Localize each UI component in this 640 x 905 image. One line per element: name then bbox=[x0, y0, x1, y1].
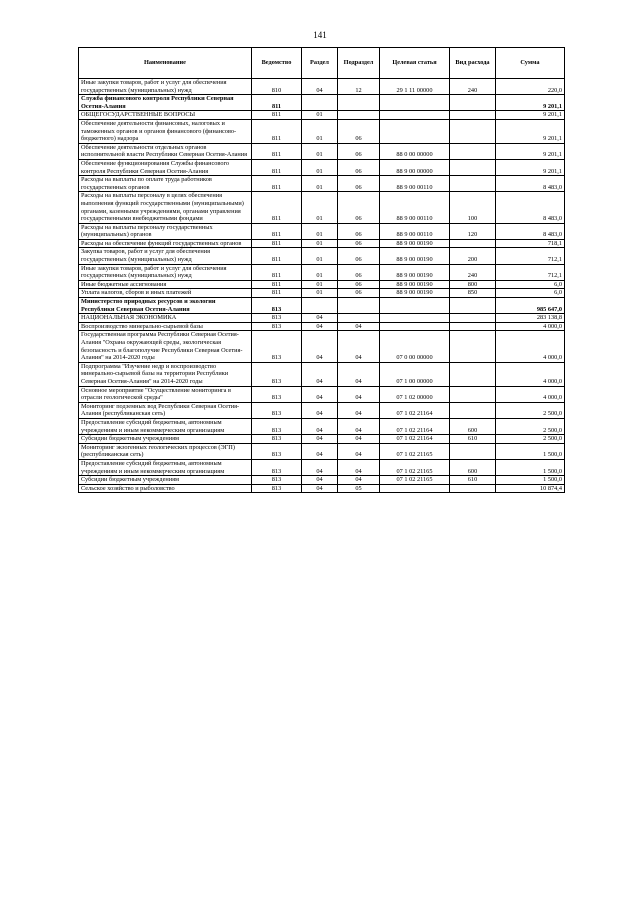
table-row bbox=[79, 280, 565, 289]
cell-summa: 985 647,0 bbox=[496, 298, 565, 314]
cell-celevaya bbox=[380, 298, 450, 314]
cell-name: Уплата налогов, сборов и иных платежей bbox=[79, 289, 252, 298]
cell-vedomstvo: 813 bbox=[252, 435, 302, 444]
table-row bbox=[79, 159, 565, 175]
cell-podrazdel: 04 bbox=[338, 402, 380, 418]
cell-vid: 850 bbox=[450, 289, 496, 298]
header-name: Наименование bbox=[79, 48, 252, 79]
cell-vid bbox=[450, 239, 496, 248]
cell-summa: 8 483,0 bbox=[496, 192, 565, 223]
cell-summa: 4 000,0 bbox=[496, 386, 565, 402]
cell-name: Служба финансового контроля Республики Северная Осетия-Алания bbox=[79, 95, 252, 111]
cell-name: Расходы на выплаты по оплате труда работников государственных органов bbox=[79, 176, 252, 192]
cell-razdel: 04 bbox=[302, 362, 338, 386]
cell-podrazdel: 06 bbox=[338, 239, 380, 248]
cell-summa: 283 138,8 bbox=[496, 314, 565, 323]
cell-razdel: 01 bbox=[302, 143, 338, 159]
cell-celevaya: 88 9 00 00110 bbox=[380, 192, 450, 223]
cell-vid bbox=[450, 298, 496, 314]
cell-razdel: 04 bbox=[302, 435, 338, 444]
table-row bbox=[79, 418, 565, 434]
cell-vid bbox=[450, 111, 496, 120]
cell-vid bbox=[450, 143, 496, 159]
cell-vid: 610 bbox=[450, 435, 496, 444]
cell-podrazdel: 04 bbox=[338, 435, 380, 444]
cell-razdel: 04 bbox=[302, 322, 338, 331]
cell-name: Предоставление субсидий бюджетным, автономным учреждениям и иным некоммерческим организациям bbox=[79, 459, 252, 475]
cell-vid: 100 bbox=[450, 192, 496, 223]
cell-vedomstvo: 813 bbox=[252, 418, 302, 434]
cell-podrazdel bbox=[338, 95, 380, 111]
cell-summa: 2 500,0 bbox=[496, 435, 565, 444]
cell-celevaya: 88 9 00 00190 bbox=[380, 264, 450, 280]
cell-razdel: 01 bbox=[302, 111, 338, 120]
cell-name: Мониторинг экзогенных геологических процессов (ЭГП) (республиканская сеть) bbox=[79, 443, 252, 459]
cell-celevaya: 88 9 00 00190 bbox=[380, 248, 450, 264]
cell-vedomstvo: 813 bbox=[252, 314, 302, 323]
table-row bbox=[79, 484, 565, 493]
header-razdel: Раздел bbox=[302, 48, 338, 79]
cell-vedomstvo: 811 bbox=[252, 223, 302, 239]
cell-podrazdel: 12 bbox=[338, 79, 380, 95]
cell-celevaya bbox=[380, 322, 450, 331]
cell-name: Иные закупки товаров, работ и услуг для обеспечения государственных (муниципальных) нужд bbox=[79, 264, 252, 280]
cell-razdel: 04 bbox=[302, 402, 338, 418]
cell-name: Обеспечение деятельности отдельных органов исполнительной власти Республики Северная Осетия-Алания bbox=[79, 143, 252, 159]
cell-summa: 6,0 bbox=[496, 280, 565, 289]
header-summa: Сумма bbox=[496, 48, 565, 79]
cell-podrazdel: 06 bbox=[338, 143, 380, 159]
table-row bbox=[79, 476, 565, 485]
cell-name: ОБЩЕГОСУДАРСТВЕННЫЕ ВОПРОСЫ bbox=[79, 111, 252, 120]
cell-vedomstvo: 813 bbox=[252, 322, 302, 331]
table-row bbox=[79, 289, 565, 298]
cell-razdel: 01 bbox=[302, 159, 338, 175]
cell-vid bbox=[450, 331, 496, 362]
cell-name: Расходы на выплаты персоналу государственных (муниципальных) органов bbox=[79, 223, 252, 239]
cell-podrazdel: 06 bbox=[338, 159, 380, 175]
budget-table bbox=[78, 47, 565, 493]
cell-razdel: 01 bbox=[302, 119, 338, 143]
cell-podrazdel: 05 bbox=[338, 484, 380, 493]
cell-podrazdel: 04 bbox=[338, 322, 380, 331]
cell-celevaya: 07 1 02 21164 bbox=[380, 418, 450, 434]
cell-razdel: 04 bbox=[302, 331, 338, 362]
cell-vedomstvo: 811 bbox=[252, 119, 302, 143]
cell-summa: 712,1 bbox=[496, 248, 565, 264]
cell-vid bbox=[450, 402, 496, 418]
cell-celevaya: 29 1 11 00000 bbox=[380, 79, 450, 95]
cell-name: Министерство природных ресурсов и экологии Республики Северная Осетия-Алания bbox=[79, 298, 252, 314]
cell-razdel: 04 bbox=[302, 314, 338, 323]
cell-name: Субсидии бюджетным учреждениям bbox=[79, 476, 252, 485]
cell-summa: 6,0 bbox=[496, 289, 565, 298]
cell-summa: 718,1 bbox=[496, 239, 565, 248]
table-row bbox=[79, 248, 565, 264]
cell-summa: 8 483,0 bbox=[496, 176, 565, 192]
cell-name: Иные закупки товаров, работ и услуг для обеспечения государственных (муниципальных) нужд bbox=[79, 79, 252, 95]
cell-celevaya: 88 9 00 00110 bbox=[380, 176, 450, 192]
cell-vedomstvo: 813 bbox=[252, 459, 302, 475]
cell-vid bbox=[450, 314, 496, 323]
cell-vedomstvo: 811 bbox=[252, 192, 302, 223]
cell-vid: 600 bbox=[450, 459, 496, 475]
cell-summa: 4 000,0 bbox=[496, 331, 565, 362]
cell-summa: 8 483,0 bbox=[496, 223, 565, 239]
cell-razdel: 04 bbox=[302, 79, 338, 95]
cell-summa: 1 500,0 bbox=[496, 459, 565, 475]
cell-name: Субсидии бюджетным учреждениям bbox=[79, 435, 252, 444]
cell-razdel: 04 bbox=[302, 418, 338, 434]
table-row bbox=[79, 95, 565, 111]
cell-name: Мониторинг подземных вод Республики Северная Осетия-Алания (республиканская сеть) bbox=[79, 402, 252, 418]
cell-celevaya: 07 1 00 00000 bbox=[380, 362, 450, 386]
cell-vedomstvo: 811 bbox=[252, 289, 302, 298]
table-header-row bbox=[79, 48, 565, 79]
cell-vid: 200 bbox=[450, 248, 496, 264]
cell-vedomstvo: 811 bbox=[252, 176, 302, 192]
table-row bbox=[79, 192, 565, 223]
cell-celevaya: 07 1 02 21165 bbox=[380, 459, 450, 475]
header-podrazdel: Подраздел bbox=[338, 48, 380, 79]
cell-celevaya: 88 9 00 00000 bbox=[380, 159, 450, 175]
table-row bbox=[79, 402, 565, 418]
header-vid: Вид расхода bbox=[450, 48, 496, 79]
cell-podrazdel: 04 bbox=[338, 459, 380, 475]
table-row bbox=[79, 386, 565, 402]
cell-podrazdel: 06 bbox=[338, 248, 380, 264]
cell-name: Расходы на выплаты персоналу в целях обеспечения выполнения функций государственными (муниципальными) органами, казенными учреждениями, органами управления государственными внебюджетными фондами bbox=[79, 192, 252, 223]
table-row bbox=[79, 79, 565, 95]
cell-podrazdel: 04 bbox=[338, 443, 380, 459]
cell-razdel: 04 bbox=[302, 476, 338, 485]
cell-podrazdel: 06 bbox=[338, 289, 380, 298]
cell-vid bbox=[450, 159, 496, 175]
cell-razdel: 01 bbox=[302, 223, 338, 239]
cell-vid: 120 bbox=[450, 223, 496, 239]
cell-podrazdel: 06 bbox=[338, 119, 380, 143]
cell-vedomstvo: 811 bbox=[252, 143, 302, 159]
cell-razdel: 04 bbox=[302, 484, 338, 493]
cell-vedomstvo: 811 bbox=[252, 159, 302, 175]
cell-podrazdel bbox=[338, 314, 380, 323]
cell-razdel bbox=[302, 95, 338, 111]
cell-name: НАЦИОНАЛЬНАЯ ЭКОНОМИКА bbox=[79, 314, 252, 323]
cell-razdel: 01 bbox=[302, 280, 338, 289]
cell-vedomstvo: 810 bbox=[252, 79, 302, 95]
cell-name: Закупка товаров, работ и услуг для обеспечения государственных (муниципальных) нужд bbox=[79, 248, 252, 264]
cell-celevaya: 88 9 00 00110 bbox=[380, 223, 450, 239]
cell-vedomstvo: 813 bbox=[252, 402, 302, 418]
cell-vedomstvo: 813 bbox=[252, 298, 302, 314]
cell-name: Сельское хозяйство и рыболовство bbox=[79, 484, 252, 493]
header-vedomstvo: Ведомство bbox=[252, 48, 302, 79]
cell-vedomstvo: 813 bbox=[252, 443, 302, 459]
cell-celevaya bbox=[380, 119, 450, 143]
table-row bbox=[79, 322, 565, 331]
cell-razdel: 04 bbox=[302, 459, 338, 475]
cell-razdel: 04 bbox=[302, 386, 338, 402]
cell-celevaya bbox=[380, 314, 450, 323]
cell-vedomstvo: 813 bbox=[252, 484, 302, 493]
cell-celevaya: 88 9 00 00190 bbox=[380, 289, 450, 298]
cell-vid: 610 bbox=[450, 476, 496, 485]
cell-vedomstvo: 813 bbox=[252, 331, 302, 362]
cell-summa: 712,1 bbox=[496, 264, 565, 280]
cell-name: Подпрограмма "Изучение недр и воспроизводство минерально-сырьевой базы на территории Республики Северная Осетия-Алания" на 2014-2020 годы bbox=[79, 362, 252, 386]
cell-name: Предоставление субсидий бюджетным, автономным учреждениям и иным некоммерческим организациям bbox=[79, 418, 252, 434]
cell-podrazdel: 04 bbox=[338, 476, 380, 485]
table-row bbox=[79, 298, 565, 314]
table-row bbox=[79, 223, 565, 239]
cell-podrazdel: 04 bbox=[338, 386, 380, 402]
table-row bbox=[79, 111, 565, 120]
cell-summa: 4 000,0 bbox=[496, 362, 565, 386]
cell-celevaya bbox=[380, 111, 450, 120]
cell-summa: 9 201,1 bbox=[496, 143, 565, 159]
cell-razdel: 01 bbox=[302, 239, 338, 248]
cell-summa: 220,0 bbox=[496, 79, 565, 95]
cell-celevaya: 88 9 00 00190 bbox=[380, 239, 450, 248]
cell-vid: 800 bbox=[450, 280, 496, 289]
cell-razdel: 01 bbox=[302, 289, 338, 298]
cell-podrazdel: 04 bbox=[338, 362, 380, 386]
cell-celevaya bbox=[380, 484, 450, 493]
header-celevaya: Целевая статья bbox=[380, 48, 450, 79]
cell-razdel: 04 bbox=[302, 443, 338, 459]
table-row bbox=[79, 264, 565, 280]
cell-podrazdel bbox=[338, 111, 380, 120]
cell-razdel: 01 bbox=[302, 192, 338, 223]
cell-vedomstvo: 813 bbox=[252, 362, 302, 386]
cell-vid: 240 bbox=[450, 264, 496, 280]
cell-vid bbox=[450, 322, 496, 331]
cell-vid bbox=[450, 386, 496, 402]
cell-vid bbox=[450, 95, 496, 111]
cell-podrazdel: 04 bbox=[338, 418, 380, 434]
cell-celevaya: 88 0 00 00000 bbox=[380, 143, 450, 159]
table-row bbox=[79, 143, 565, 159]
cell-name: Государственная программа Республики Северная Осетия-Алания "Охрана окружающей среды, экологическая безопасность и благополучие Республики Северная Осетия-Алания" на 2014-2020 годы bbox=[79, 331, 252, 362]
cell-celevaya: 07 1 02 21165 bbox=[380, 476, 450, 485]
cell-vedomstvo: 811 bbox=[252, 111, 302, 120]
cell-summa: 9 201,1 bbox=[496, 111, 565, 120]
cell-podrazdel: 04 bbox=[338, 331, 380, 362]
cell-summa: 1 500,0 bbox=[496, 476, 565, 485]
cell-name: Расходы на обеспечение функций государственных органов bbox=[79, 239, 252, 248]
cell-podrazdel: 06 bbox=[338, 264, 380, 280]
cell-summa: 10 874,4 bbox=[496, 484, 565, 493]
table-row bbox=[79, 435, 565, 444]
cell-summa: 2 500,0 bbox=[496, 418, 565, 434]
cell-razdel bbox=[302, 298, 338, 314]
table-row bbox=[79, 459, 565, 475]
cell-celevaya: 07 1 02 00000 bbox=[380, 386, 450, 402]
cell-razdel: 01 bbox=[302, 176, 338, 192]
cell-vedomstvo: 811 bbox=[252, 264, 302, 280]
cell-name: Обеспечение функционирования Службы финансового контроля Республики Северная Осетия-Алания bbox=[79, 159, 252, 175]
cell-celevaya: 07 1 02 21165 bbox=[380, 443, 450, 459]
cell-vid bbox=[450, 119, 496, 143]
cell-celevaya: 07 1 02 21164 bbox=[380, 402, 450, 418]
table-row bbox=[79, 443, 565, 459]
table-row bbox=[79, 362, 565, 386]
cell-podrazdel: 06 bbox=[338, 223, 380, 239]
cell-name: Воспроизводство минерально-сырьевой базы bbox=[79, 322, 252, 331]
cell-razdel: 01 bbox=[302, 248, 338, 264]
cell-summa: 2 500,0 bbox=[496, 402, 565, 418]
table-row bbox=[79, 176, 565, 192]
cell-celevaya: 07 1 02 21164 bbox=[380, 435, 450, 444]
cell-vedomstvo: 813 bbox=[252, 476, 302, 485]
cell-podrazdel bbox=[338, 298, 380, 314]
table-row bbox=[79, 119, 565, 143]
cell-podrazdel: 06 bbox=[338, 192, 380, 223]
table-row bbox=[79, 331, 565, 362]
cell-vedomstvo: 811 bbox=[252, 280, 302, 289]
cell-summa: 9 201,1 bbox=[496, 95, 565, 111]
cell-summa: 1 500,0 bbox=[496, 443, 565, 459]
cell-vedomstvo: 813 bbox=[252, 386, 302, 402]
table-row bbox=[79, 239, 565, 248]
cell-vid bbox=[450, 443, 496, 459]
cell-vedomstvo: 811 bbox=[252, 239, 302, 248]
cell-summa: 9 201,1 bbox=[496, 159, 565, 175]
cell-vid bbox=[450, 484, 496, 493]
cell-name: Обеспечение деятельности финансовых, налоговых и таможенных органов и органов финансового (финансово-бюджетного) надзора bbox=[79, 119, 252, 143]
cell-podrazdel: 06 bbox=[338, 176, 380, 192]
cell-vid: 600 bbox=[450, 418, 496, 434]
cell-name: Иные бюджетные ассигнования bbox=[79, 280, 252, 289]
cell-vedomstvo: 811 bbox=[252, 95, 302, 111]
cell-vedomstvo: 811 bbox=[252, 248, 302, 264]
table-row bbox=[79, 314, 565, 323]
table-body bbox=[79, 79, 565, 493]
cell-celevaya: 07 0 00 00000 bbox=[380, 331, 450, 362]
cell-razdel: 01 bbox=[302, 264, 338, 280]
cell-summa: 9 201,1 bbox=[496, 119, 565, 143]
cell-vid bbox=[450, 362, 496, 386]
cell-summa: 4 000,0 bbox=[496, 322, 565, 331]
cell-vid bbox=[450, 176, 496, 192]
page-number: 141 bbox=[313, 30, 327, 40]
cell-podrazdel: 06 bbox=[338, 280, 380, 289]
cell-celevaya: 88 9 00 00190 bbox=[380, 280, 450, 289]
cell-celevaya bbox=[380, 95, 450, 111]
cell-vid: 240 bbox=[450, 79, 496, 95]
cell-name: Основное мероприятие "Осуществление мониторинга в отрасли геологической среды" bbox=[79, 386, 252, 402]
